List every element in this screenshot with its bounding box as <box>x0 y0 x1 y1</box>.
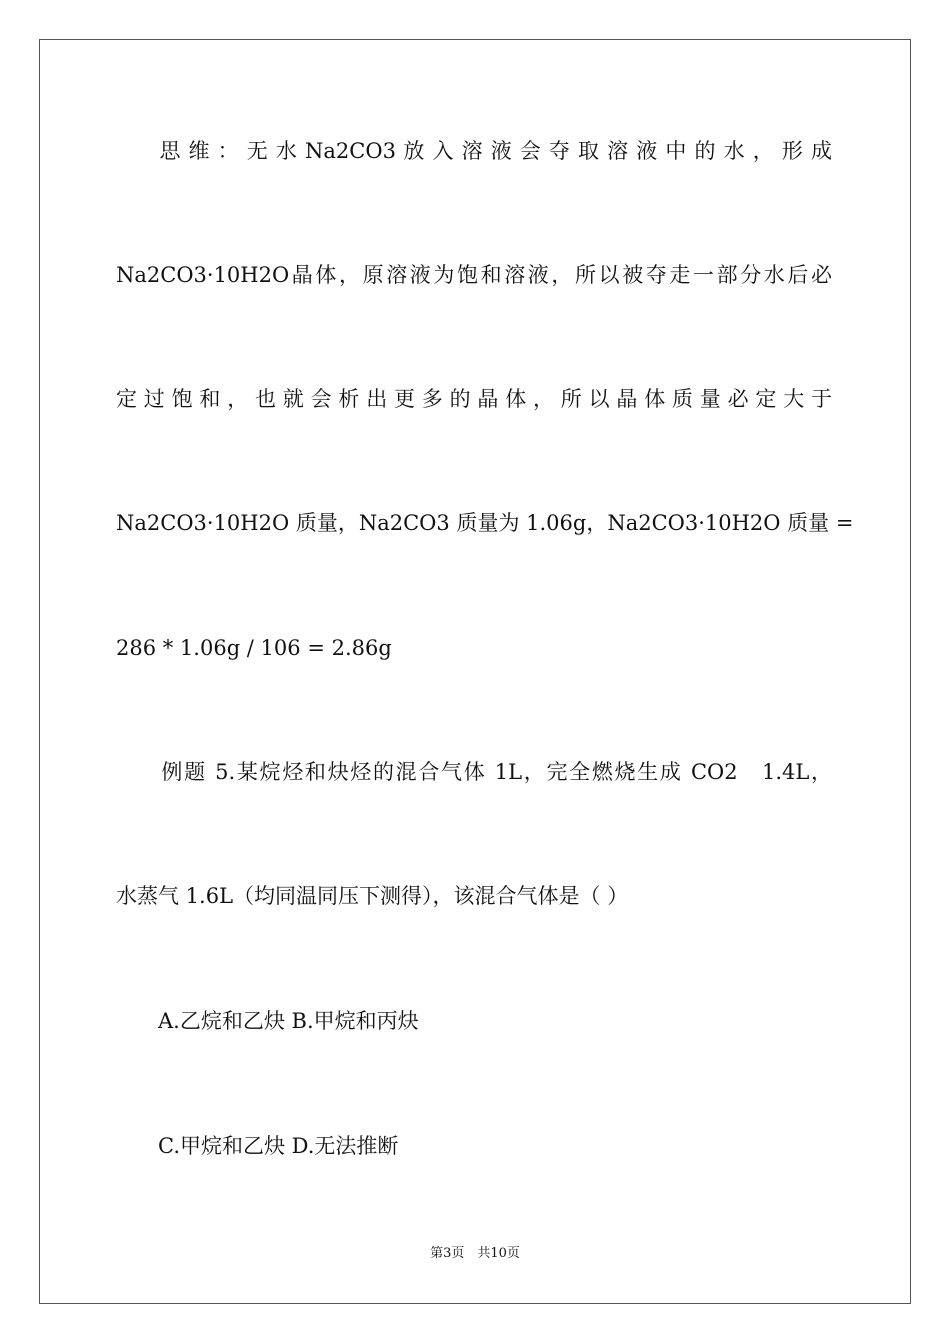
option-line-cd: C.甲烷和乙炔 D.无法推断 <box>116 1134 399 1158</box>
page-border <box>39 39 911 1304</box>
paragraph-line-5: 286 * 1.06g / 106 = 2.86g <box>116 636 392 660</box>
question-line-2: 水蒸气 1.6L（均同温同压下测得），该混合气体是（ ） <box>116 884 629 908</box>
option-line-ab: A.乙烷和乙炔 B.甲烷和丙炔 <box>116 1009 419 1033</box>
paragraph-line-1: 思 维 ： 无 水 Na2CO3 放 入 溶 液 会 夺 取 溶 液 中 的 水 ， 形 成 <box>116 139 832 163</box>
page-footer: 第3页 共10页 <box>430 1246 520 1261</box>
paragraph-line-2: Na2CO3·10H2O晶体，原溶液为饱和溶液，所以被夺走一部分水后必 <box>116 263 832 287</box>
paragraph-line-3: 定 过 饱 和 ， 也 就 会 析 出 更 多 的 晶 体 ， 所 以 晶 体 质 量 必 定 大 于 <box>116 387 832 411</box>
paragraph-line-4: Na2CO3·10H2O 质量，Na2CO3 质量为 1.06g，Na2CO3·10H2O 质量 = <box>116 511 854 535</box>
question-line-1: 例题 5.某烷烃和炔烃的混合气体 1L，完全燃烧生成 CO2 1.4L， <box>116 760 832 784</box>
